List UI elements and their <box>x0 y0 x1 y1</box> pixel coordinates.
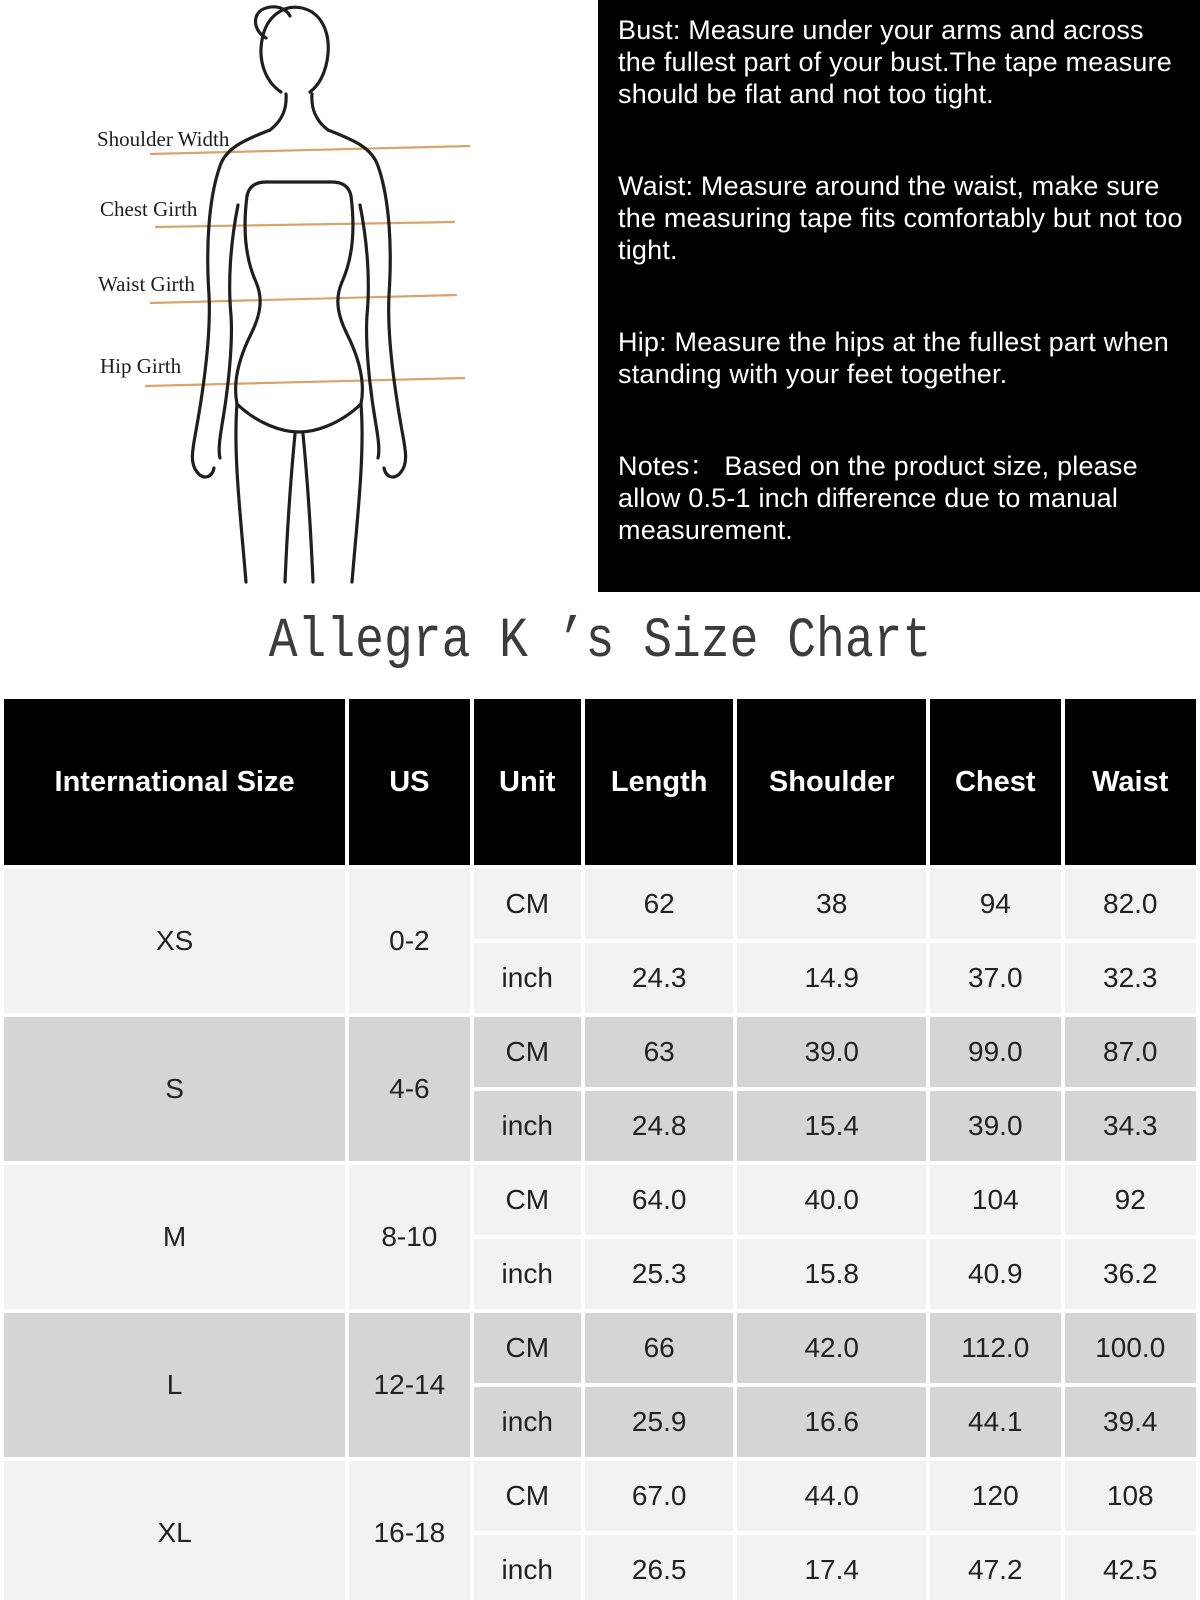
table-row-l-cm <box>4 1313 1196 1383</box>
cell-shoulder: 15.4 <box>737 1091 926 1161</box>
cell-us: 12-14 <box>349 1313 469 1457</box>
measurement-instructions-panel <box>598 0 1200 592</box>
col-header-us: US <box>349 699 469 865</box>
cell-length: 67.0 <box>585 1461 734 1531</box>
cell-unit: inch <box>474 1239 581 1309</box>
table-header-row <box>4 699 1196 865</box>
col-header-chest: Chest <box>930 699 1060 865</box>
instruction-notes: Notes： Based on the product size, please allow 0.5-1 inch difference due to manual measurement. <box>618 451 1138 545</box>
instruction-hip: Hip: Measure the hips at the fullest part when standing with your feet together. <box>618 327 1169 389</box>
cell-us: 4-6 <box>349 1017 469 1161</box>
cell-size: S <box>4 1017 345 1161</box>
cell-unit: inch <box>474 1535 581 1600</box>
table-row-s-cm <box>4 1017 1196 1087</box>
cell-chest: 37.0 <box>930 943 1060 1013</box>
cell-waist: 92 <box>1065 1165 1197 1235</box>
cell-length: 66 <box>585 1313 734 1383</box>
cell-us: 16-18 <box>349 1461 469 1600</box>
cell-shoulder: 14.9 <box>737 943 926 1013</box>
col-header-shoulder: Shoulder <box>737 699 926 865</box>
cell-waist: 36.2 <box>1065 1239 1197 1309</box>
cell-shoulder: 40.0 <box>737 1165 926 1235</box>
cell-shoulder: 15.8 <box>737 1239 926 1309</box>
cell-waist: 100.0 <box>1065 1313 1197 1383</box>
cell-shoulder: 42.0 <box>737 1313 926 1383</box>
cell-us: 0-2 <box>349 869 469 1013</box>
cell-chest: 99.0 <box>930 1017 1060 1087</box>
cell-size: XS <box>4 869 345 1013</box>
cell-unit: inch <box>474 943 581 1013</box>
cell-waist: 108 <box>1065 1461 1197 1531</box>
cell-unit: inch <box>474 1091 581 1161</box>
page-title: Allegra K ’s Size Chart <box>268 610 932 674</box>
cell-size: XL <box>4 1461 345 1600</box>
waist-line <box>150 295 457 303</box>
cell-unit: CM <box>474 1461 581 1531</box>
cell-unit: CM <box>474 869 581 939</box>
instruction-waist: Waist: Measure around the waist, make sure the measuring tape fits comfortably but not too tight. <box>618 171 1183 265</box>
cell-size: M <box>4 1165 345 1309</box>
cell-unit: CM <box>474 1313 581 1383</box>
cell-waist: 87.0 <box>1065 1017 1197 1087</box>
cell-unit: CM <box>474 1017 581 1087</box>
table-row-xl-cm <box>4 1461 1196 1531</box>
cell-length: 63 <box>585 1017 734 1087</box>
cell-length: 24.3 <box>585 943 734 1013</box>
instruction-bust: Bust: Measure under your arms and across the fullest part of your bust.The tape measure should be flat and not too tight. <box>618 15 1172 109</box>
cell-waist: 82.0 <box>1065 869 1197 939</box>
cell-shoulder: 38 <box>737 869 926 939</box>
cell-length: 62 <box>585 869 734 939</box>
cell-unit: CM <box>474 1165 581 1235</box>
hip-line <box>145 378 465 386</box>
col-header-international-size: International Size <box>4 699 345 865</box>
cell-chest: 47.2 <box>930 1535 1060 1600</box>
cell-length: 25.9 <box>585 1387 734 1457</box>
cell-unit: inch <box>474 1387 581 1457</box>
diagram-label-chest-girth: Chest Girth <box>100 197 198 221</box>
col-header-length: Length <box>585 699 734 865</box>
diagram-label-shoulder-width: Shoulder Width <box>97 127 230 151</box>
cell-waist: 34.3 <box>1065 1091 1197 1161</box>
cell-waist: 32.3 <box>1065 943 1197 1013</box>
diagram-label-waist-girth: Waist Girth <box>98 272 195 296</box>
cell-us: 8-10 <box>349 1165 469 1309</box>
cell-length: 64.0 <box>585 1165 734 1235</box>
col-header-waist: Waist <box>1065 699 1197 865</box>
chest-line <box>155 222 455 227</box>
cell-size: L <box>4 1313 345 1457</box>
body-measurement-diagram <box>0 0 600 600</box>
cell-shoulder: 17.4 <box>737 1535 926 1600</box>
table-row-m-cm <box>4 1165 1196 1235</box>
cell-chest: 120 <box>930 1461 1060 1531</box>
cell-chest: 39.0 <box>930 1091 1060 1161</box>
cell-waist: 39.4 <box>1065 1387 1197 1457</box>
cell-chest: 112.0 <box>930 1313 1060 1383</box>
cell-length: 25.3 <box>585 1239 734 1309</box>
cell-shoulder: 39.0 <box>737 1017 926 1087</box>
cell-shoulder: 16.6 <box>737 1387 926 1457</box>
cell-chest: 44.1 <box>930 1387 1060 1457</box>
col-header-unit: Unit <box>474 699 581 865</box>
table-row-xs-cm <box>4 869 1196 939</box>
diagram-label-hip-girth: Hip Girth <box>100 354 182 378</box>
cell-chest: 104 <box>930 1165 1060 1235</box>
cell-chest: 94 <box>930 869 1060 939</box>
cell-chest: 40.9 <box>930 1239 1060 1309</box>
size-table <box>0 695 1200 1600</box>
woman-figure-outline <box>192 7 405 582</box>
cell-length: 26.5 <box>585 1535 734 1600</box>
cell-waist: 42.5 <box>1065 1535 1197 1600</box>
cell-shoulder: 44.0 <box>737 1461 926 1531</box>
cell-length: 24.8 <box>585 1091 734 1161</box>
